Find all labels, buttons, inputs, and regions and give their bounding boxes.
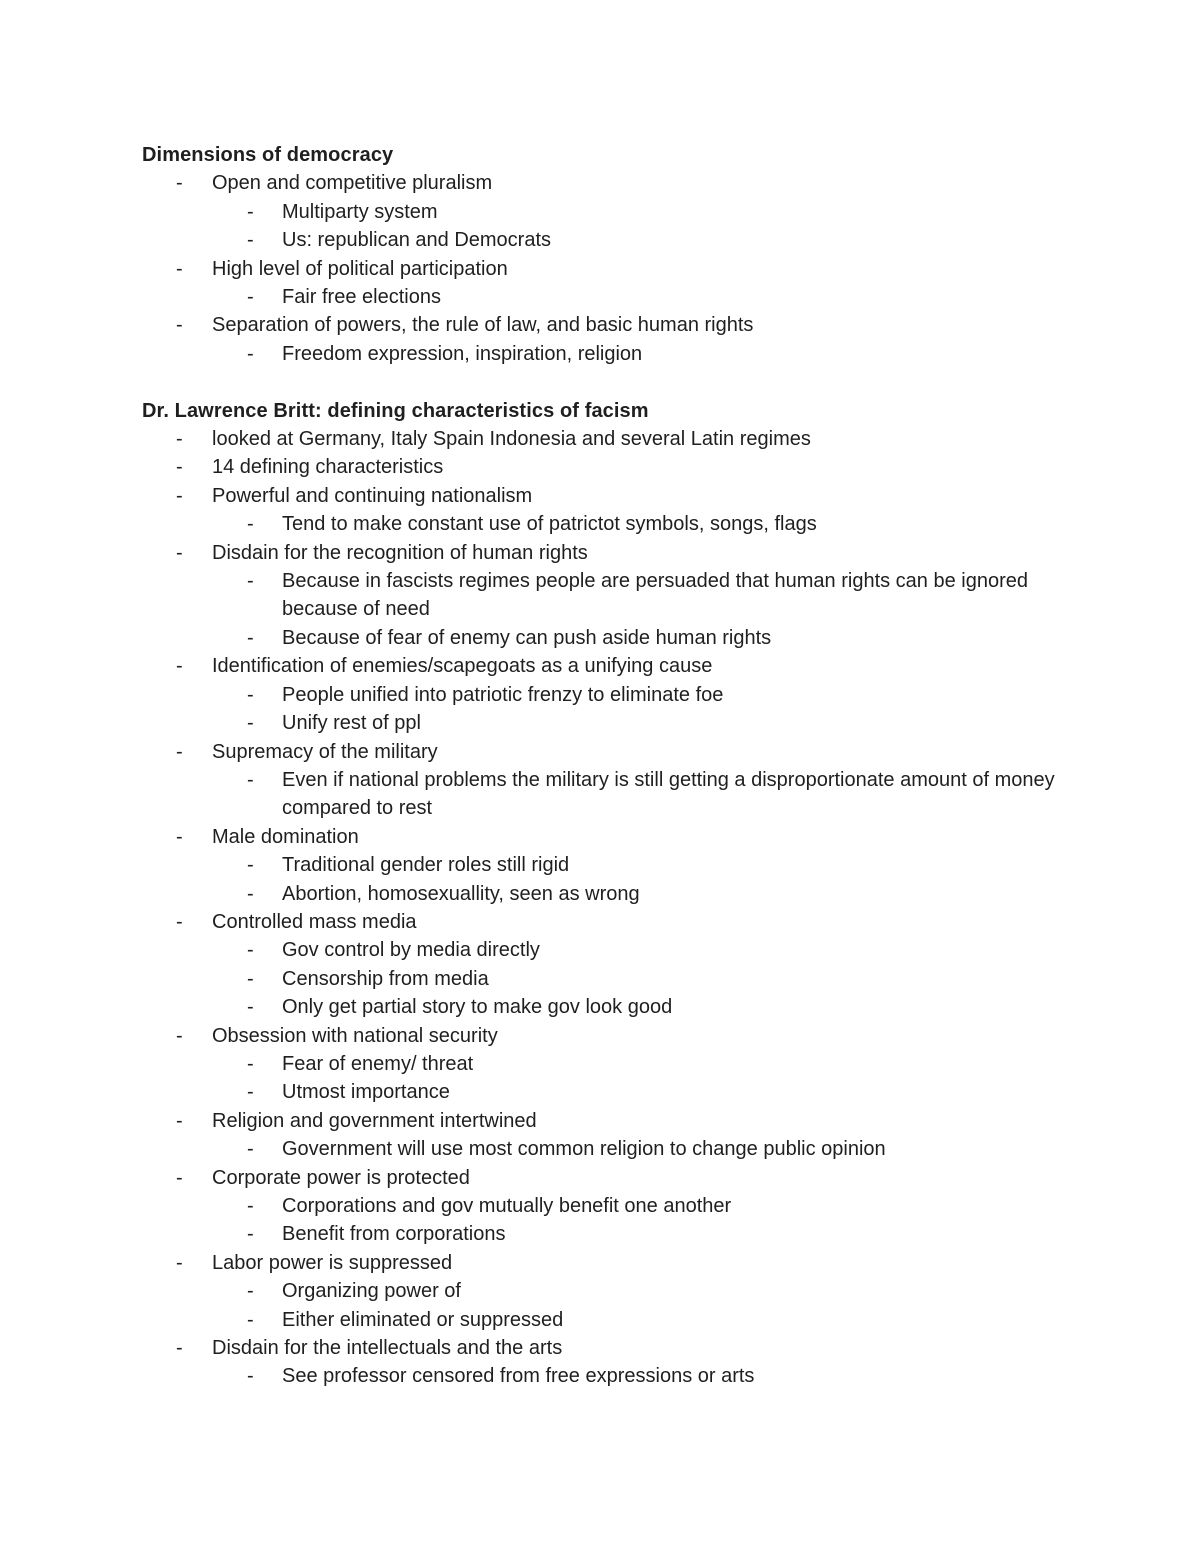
list-item-text: Disdain for the intellectuals and the arts bbox=[212, 1337, 563, 1360]
list-item-text: Labor power is suppressed bbox=[212, 1251, 453, 1274]
sub-list-item bbox=[142, 851, 1072, 879]
sub-list-item bbox=[142, 510, 1072, 538]
bullet-dash: - bbox=[176, 314, 183, 337]
sub-list-item bbox=[142, 1220, 1072, 1248]
list-item bbox=[142, 1334, 1072, 1362]
section-britt-facism bbox=[142, 397, 1072, 1391]
list-item-text: Government will use most common religion to change public opinion bbox=[282, 1138, 886, 1161]
bullet-dash: - bbox=[176, 740, 183, 763]
list-item-text: Corporations and gov mutually benefit one another bbox=[282, 1195, 732, 1218]
bullet-dash: - bbox=[247, 768, 254, 791]
bullet-dash: - bbox=[176, 541, 183, 564]
list-item-text: Supremacy of the military bbox=[212, 740, 438, 763]
list-item-text: Freedom expression, inspiration, religion bbox=[282, 342, 643, 365]
sub-list-item bbox=[142, 1192, 1072, 1220]
list-item-text: Fear of enemy/ threat bbox=[282, 1052, 474, 1075]
bullet-dash: - bbox=[247, 570, 254, 593]
sub-list-item bbox=[142, 283, 1072, 311]
list-item-text: Unify rest of ppl bbox=[282, 712, 421, 735]
sub-list-item bbox=[142, 340, 1072, 368]
list-item-text: Powerful and continuing nationalism bbox=[212, 484, 533, 507]
list-item bbox=[142, 1164, 1072, 1192]
list-item bbox=[142, 539, 1072, 567]
list-item bbox=[142, 652, 1072, 680]
bullet-dash: - bbox=[176, 1337, 183, 1360]
list-item-text: Either eliminated or suppressed bbox=[282, 1308, 564, 1331]
list-item-text: People unified into patriotic frenzy to eliminate foe bbox=[282, 683, 724, 706]
list-item bbox=[142, 255, 1072, 283]
bullet-dash: - bbox=[247, 712, 254, 735]
sub-list-item bbox=[142, 1050, 1072, 1078]
bullet-list bbox=[142, 425, 1072, 1391]
list-item-text: Multiparty system bbox=[282, 200, 438, 223]
list-item-text: See professor censored from free expressions or arts bbox=[282, 1365, 755, 1388]
sub-list-item bbox=[142, 1277, 1072, 1305]
bullet-dash: - bbox=[176, 1109, 183, 1132]
list-item bbox=[142, 482, 1072, 510]
sub-list-item bbox=[142, 766, 1072, 823]
sub-list-item bbox=[142, 624, 1072, 652]
sub-list-item bbox=[142, 880, 1072, 908]
list-item-text: looked at Germany, Italy Spain Indonesia and several Latin regimes bbox=[212, 428, 811, 451]
sub-list-item bbox=[142, 709, 1072, 737]
sub-list-item bbox=[142, 567, 1072, 624]
bullet-dash: - bbox=[247, 1223, 254, 1246]
sub-list-item bbox=[142, 681, 1072, 709]
list-item bbox=[142, 908, 1072, 936]
bullet-dash: - bbox=[247, 1365, 254, 1388]
list-item bbox=[142, 169, 1072, 197]
sub-list-item bbox=[142, 993, 1072, 1021]
sub-list-item bbox=[142, 1135, 1072, 1163]
list-item-text: Benefit from corporations bbox=[282, 1223, 506, 1246]
bullet-dash: - bbox=[247, 939, 254, 962]
bullet-dash: - bbox=[176, 910, 183, 933]
list-item-text: Religion and government intertwined bbox=[212, 1109, 537, 1132]
sub-list-item bbox=[142, 1078, 1072, 1106]
bullet-dash: - bbox=[247, 229, 254, 252]
list-item-text: Male domination bbox=[212, 825, 359, 848]
list-item bbox=[142, 1107, 1072, 1135]
bullet-dash: - bbox=[247, 626, 254, 649]
bullet-dash: - bbox=[247, 1081, 254, 1104]
bullet-dash: - bbox=[247, 1280, 254, 1303]
bullet-list bbox=[142, 169, 1072, 368]
list-item bbox=[142, 1249, 1072, 1277]
section-heading: Dimensions of democracy bbox=[142, 144, 394, 166]
sub-list-item bbox=[142, 936, 1072, 964]
bullet-dash: - bbox=[247, 513, 254, 536]
bullet-dash: - bbox=[247, 1138, 254, 1161]
list-item-text: Tend to make constant use of patrictot symbols, songs, flags bbox=[282, 513, 817, 536]
bullet-dash: - bbox=[247, 882, 254, 905]
bullet-dash: - bbox=[176, 655, 183, 678]
list-item-text: Gov control by media directly bbox=[282, 939, 540, 962]
bullet-dash: - bbox=[247, 854, 254, 877]
sub-list-item bbox=[142, 226, 1072, 254]
bullet-dash: - bbox=[247, 1195, 254, 1218]
list-item-text: Identification of enemies/scapegoats as a unifying cause bbox=[212, 655, 713, 678]
list-item bbox=[142, 738, 1072, 766]
bullet-dash: - bbox=[247, 1052, 254, 1075]
list-item-text: Abortion, homosexuallity, seen as wrong bbox=[282, 882, 640, 905]
bullet-dash: - bbox=[176, 1251, 183, 1274]
bullet-dash: - bbox=[176, 1024, 183, 1047]
list-item bbox=[142, 311, 1072, 339]
list-item-text: Only get partial story to make gov look good bbox=[282, 996, 673, 1019]
list-item-text: Disdain for the recognition of human rights bbox=[212, 541, 588, 564]
list-item bbox=[142, 823, 1072, 851]
list-item-text: Because in fascists regimes people are persuaded that human rights can be ignored because of need bbox=[282, 570, 1029, 621]
list-item-text: Organizing power of bbox=[282, 1280, 461, 1303]
sub-list-item bbox=[142, 198, 1072, 226]
list-item-text: Open and competitive pluralism bbox=[212, 172, 493, 195]
sub-list-item bbox=[142, 1362, 1072, 1390]
document-body bbox=[142, 141, 1072, 1391]
list-item-text: Fair free elections bbox=[282, 286, 441, 309]
section-heading: Dr. Lawrence Britt: defining characteristics of facism bbox=[142, 399, 649, 422]
list-item-text: Traditional gender roles still rigid bbox=[282, 854, 570, 877]
bullet-dash: - bbox=[247, 683, 254, 706]
sub-list-item bbox=[142, 1306, 1072, 1334]
list-item-text: Obsession with national security bbox=[212, 1024, 498, 1047]
bullet-dash: - bbox=[247, 996, 254, 1019]
list-item-text: Because of fear of enemy can push aside human rights bbox=[282, 626, 772, 649]
bullet-dash: - bbox=[176, 172, 183, 195]
bullet-dash: - bbox=[247, 967, 254, 990]
list-item bbox=[142, 425, 1072, 453]
bullet-dash: - bbox=[247, 200, 254, 223]
list-item bbox=[142, 1022, 1072, 1050]
list-item-text: Corporate power is protected bbox=[212, 1166, 470, 1189]
bullet-dash: - bbox=[176, 257, 183, 280]
bullet-dash: - bbox=[176, 825, 183, 848]
list-item-text: Even if national problems the military is still getting a disproportionate amount of money compared to rest bbox=[282, 768, 1055, 820]
bullet-dash: - bbox=[176, 1166, 183, 1189]
section-dimensions-of-democracy bbox=[142, 141, 1072, 368]
list-item-text: Us: republican and Democrats bbox=[282, 229, 552, 252]
list-item-text: Utmost importance bbox=[282, 1081, 450, 1104]
list-item-text: Controlled mass media bbox=[212, 910, 417, 933]
sub-list-item bbox=[142, 965, 1072, 993]
list-item-text: Separation of powers, the rule of law, and basic human rights bbox=[212, 314, 754, 337]
bullet-dash: - bbox=[176, 428, 183, 451]
bullet-dash: - bbox=[247, 342, 254, 365]
bullet-dash: - bbox=[247, 1308, 254, 1331]
bullet-dash: - bbox=[247, 286, 254, 309]
list-item-text: High level of political participation bbox=[212, 257, 508, 280]
bullet-dash: - bbox=[176, 484, 183, 507]
list-item bbox=[142, 453, 1072, 481]
list-item-text: Censorship from media bbox=[282, 967, 489, 990]
bullet-dash: - bbox=[176, 456, 183, 479]
list-item-text: 14 defining characteristics bbox=[212, 456, 444, 479]
